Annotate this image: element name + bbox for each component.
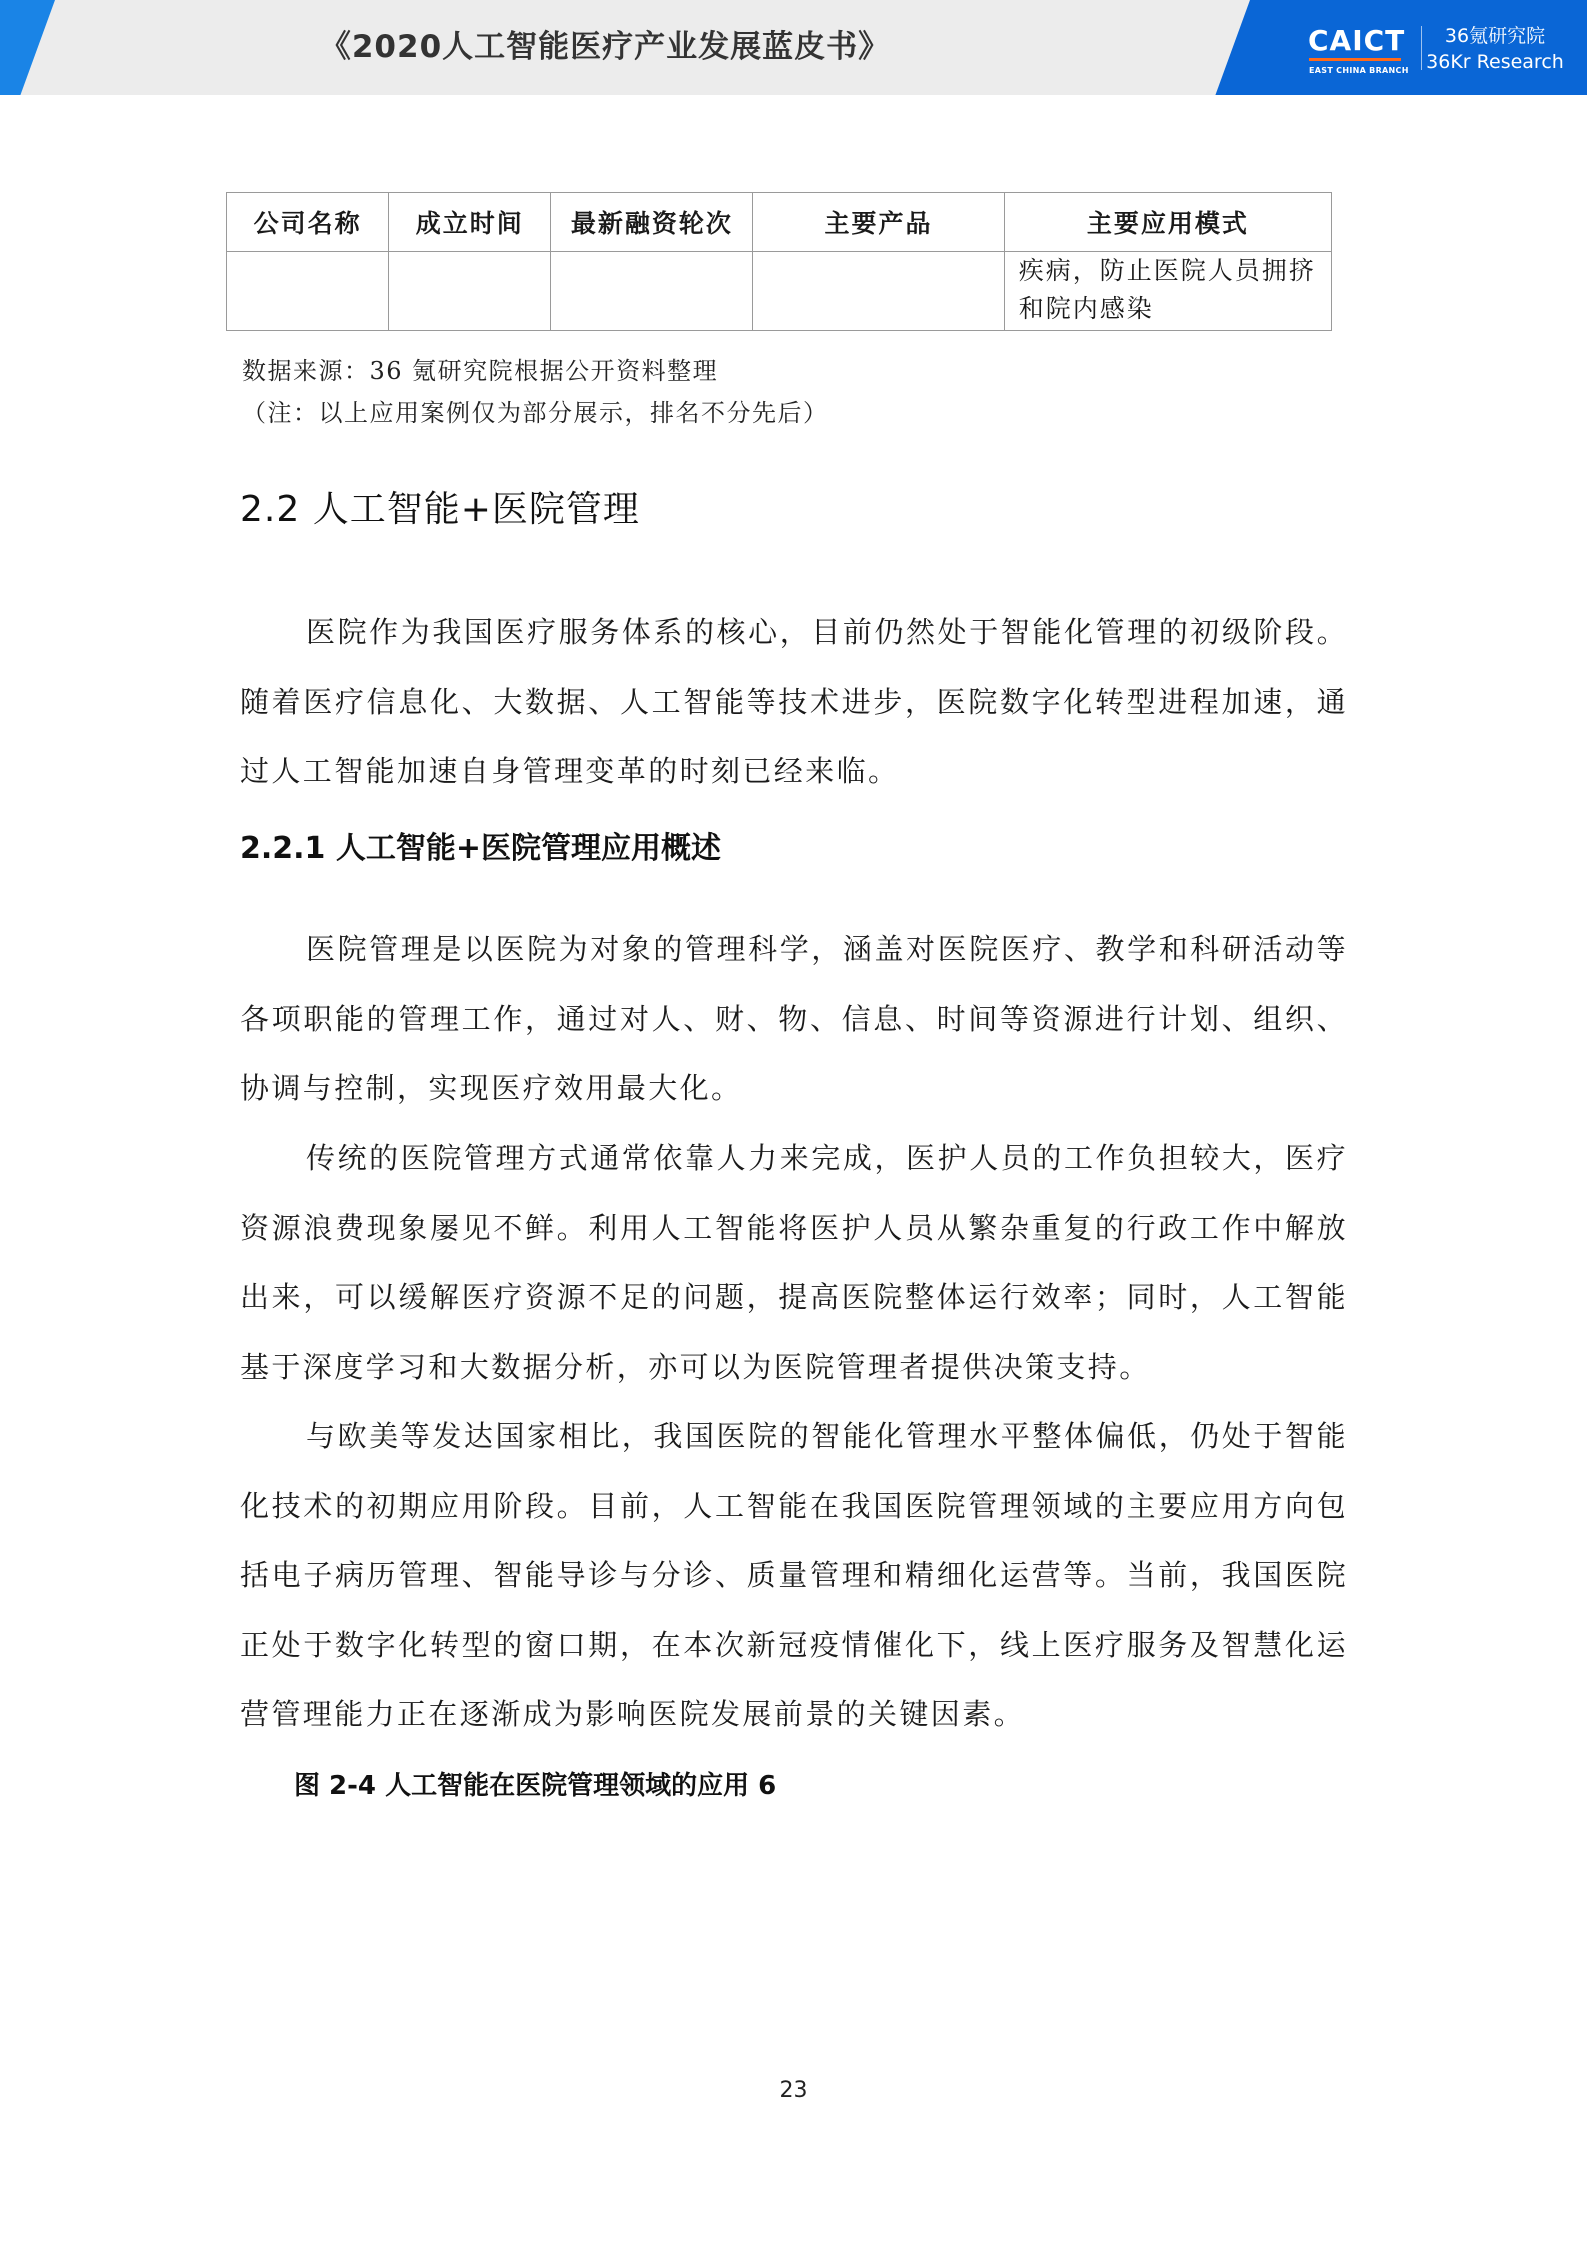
table-header-cell: 最新融资轮次 — [551, 193, 753, 252]
36kr-logo-en: 36Kr Research — [1426, 51, 1564, 73]
table-cell — [551, 252, 753, 331]
table-cell — [753, 252, 1005, 331]
table-header-cell: 主要应用模式 — [1004, 193, 1331, 252]
logo-divider — [1421, 26, 1422, 70]
table-header-cell: 主要产品 — [753, 193, 1005, 252]
body-paragraph: 医院管理是以医院为对象的管理科学，涵盖对医院医疗、教学和科研活动等各项职能的管理工作，通过对人、财、物、信息、时间等资源进行计划、组织、协调与控制，实现医疗效用最大化。 — [240, 932, 1348, 1105]
table-cell — [389, 252, 551, 331]
body-paragraph: 与欧美等发达国家相比，我国医院的智能化管理水平整体偏低，仍处于智能化技术的初期应用阶段。目前，人工智能在我国医院管理领域的主要应用方向包括电子病历管理、智能导诊与分诊、质量管理和精细化运营等。当前，我国医院正处于数字化转型的窗口期，在本次新冠疫情催化下，线上医疗服务及智慧化运营管理能力正在逐渐成为影响医院发展前景的关键因素。 — [240, 1419, 1348, 1731]
note-line: （注：以上应用案例仅为部分展示，排名不分先后） — [242, 399, 829, 427]
table-cell — [227, 252, 389, 331]
figure-caption: 图 2-4 人工智能在医院管理领域的应用 6 — [294, 1771, 777, 1801]
document-title: 《2020人工智能医疗产业发展蓝皮书》 — [319, 29, 891, 65]
table-header-row — [227, 193, 1332, 252]
subsection-heading: 2.2.1 人工智能+医院管理应用概述 — [240, 831, 721, 866]
intro-paragraph: 医院作为我国医疗服务体系的核心，目前仍然处于智能化管理的初级阶段。随着医疗信息化、大数据、人工智能等技术进步，医院数字化转型进程加速，通过人工智能加速自身管理变革的时刻已经来临。 — [240, 615, 1348, 788]
table-row — [227, 252, 1332, 331]
36kr-logo-cn: 36氪研究院 — [1444, 25, 1546, 47]
caict-logo: CAICT — [1308, 24, 1406, 57]
table-header-cell: 成立时间 — [389, 193, 551, 252]
source-line: 数据来源：36 氪研究院根据公开资料整理 — [242, 357, 719, 385]
caict-logo-bar — [1309, 58, 1401, 61]
caict-logo-subtitle: EAST CHINA BRANCH — [1309, 66, 1409, 75]
table-source-note — [242, 350, 829, 434]
body-paragraph: 传统的医院管理方式通常依靠人力来完成，医护人员的工作负担较大，医疗资源浪费现象屡见不鲜。利用人工智能将医护人员从繁杂重复的行政工作中解放出来，可以缓解医疗资源不足的问题，提高医院整体运行效率；同时，人工智能基于深度学习和大数据分析，亦可以为医院管理者提供决策支持。 — [240, 1141, 1348, 1384]
page-header — [0, 0, 1587, 95]
page-number: 23 — [779, 2078, 808, 2103]
table-cell: 疾病，防止医院人员拥挤和院内感染 — [1004, 252, 1331, 331]
company-table — [226, 192, 1332, 331]
table-header-cell: 公司名称 — [227, 193, 389, 252]
section-heading: 2.2 人工智能+医院管理 — [240, 489, 640, 530]
